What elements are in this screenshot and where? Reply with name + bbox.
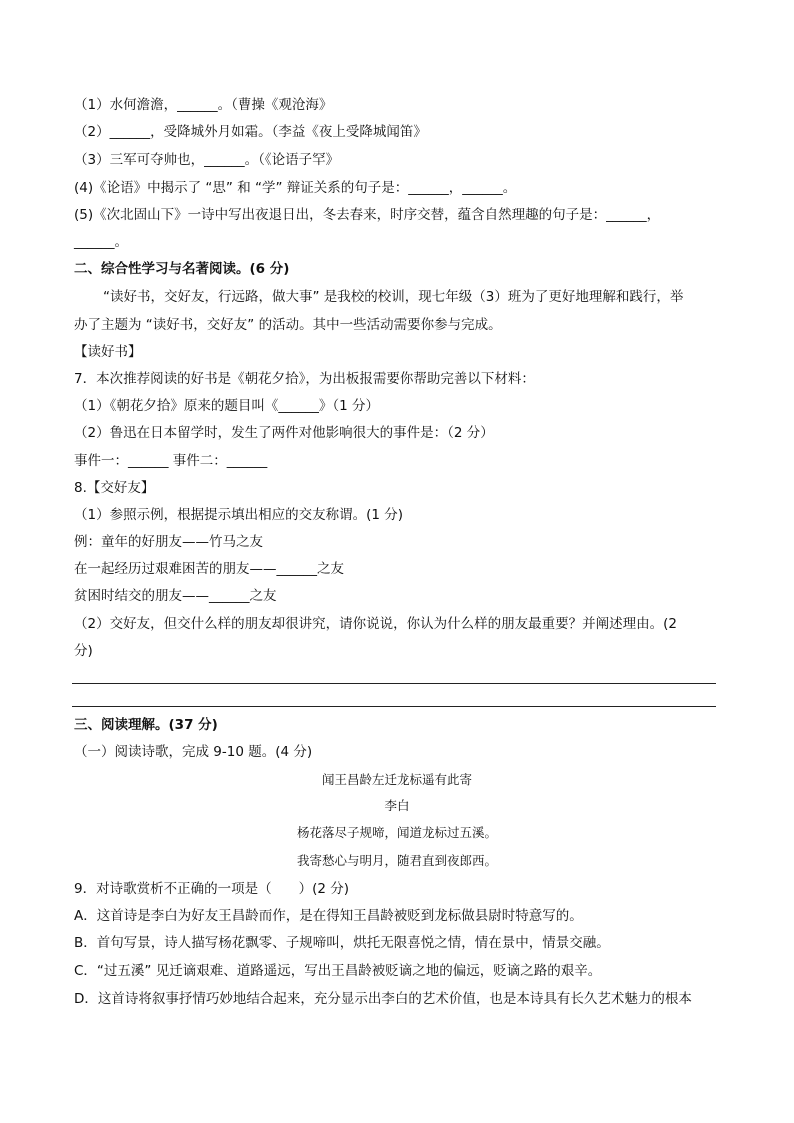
question-9: 9．对诗歌赏析不正确的一项是（ ）(2 分) xyxy=(74,881,350,897)
question-3: （3）三军可夺帅也，______。（《论语子罕》 xyxy=(74,152,340,168)
question-8-2-line2: 分) xyxy=(74,643,93,659)
question-8-2-line1: （2）交好友，但交什么样的朋友却很讲究，请你说说，你认为什么样的朋友最重要？并阐述理由。(2 xyxy=(74,616,677,632)
intro-line-2: 办了主题为 “读好书，交好友” 的活动。其中一些活动需要你参与完成。 xyxy=(74,317,502,333)
answer-rule-1 xyxy=(72,683,716,684)
subheading-read-books: 【读好书】 xyxy=(74,344,142,360)
question-8-1: （1）参照示例，根据提示填出相应的交友称谓。(1 分) xyxy=(74,507,404,523)
option-b: B．首句写景，诗人描写杨花飘零、子规啼叫，烘托无限喜悦之情，情在景中，情景交融。 xyxy=(74,935,610,951)
question-5-line1: (5)《次北固山下》一诗中写出夜退日出，冬去春来，时序交替，蕴含自然理趣的句子是：______， xyxy=(74,207,661,223)
option-a: A．这首诗是李白为好友王昌龄而作，是在得知王昌龄被贬到龙标做县尉时特意写的。 xyxy=(74,908,583,924)
question-1: （1）水何澹澹，______。（曹操《观沧海》 xyxy=(74,97,333,113)
poem-title: 闻王昌龄左迁龙标遥有此寄 xyxy=(321,772,472,787)
section-heading-3: 三、阅读理解。(37 分) xyxy=(74,717,218,733)
poem-author: 李白 xyxy=(384,798,410,813)
question-7-2: （2）鲁迅在日本留学时，发生了两件对他影响很大的事件是：（2 分） xyxy=(74,425,494,441)
question-8: 8.【交好友】 xyxy=(74,480,155,496)
poem-line-1: 杨花落尽子规啼，闻道龙标过五溪。 xyxy=(296,825,497,840)
option-d: D．这首诗将叙事抒情巧妙地结合起来，充分显示出李白的艺术价值，也是本诗具有长久艺术魅力的根本 xyxy=(74,991,692,1007)
poem-line-2: 我寄愁心与明月，随君直到夜郎西。 xyxy=(296,853,497,868)
question-7-events: 事件一：______ 事件二：______ xyxy=(74,453,268,469)
question-7-1: （1）《朝花夕拾》原来的题目叫《______》（1 分） xyxy=(74,398,379,414)
subsection-1: （一）阅读诗歌，完成 9-10 题。(4 分) xyxy=(74,744,313,760)
question-2: （2）______，受降城外月如霜。（李益《夜上受降城闻笛》 xyxy=(74,124,427,140)
question-4: (4)《论语》中揭示了 “思” 和 “学” 辩证关系的句子是：______，______。 xyxy=(74,180,517,196)
intro-line-1: “读好书，交好友，行远路，做大事” 是我校的校训，现七年级（3）班为了更好地理解和践行，举 xyxy=(103,289,684,305)
fill-line-a: 在一起经历过艰难困苦的朋友——______之友 xyxy=(74,561,344,577)
example-line: 例：童年的好朋友——竹马之友 xyxy=(74,534,263,550)
option-c: C．“过五溪” 见迁谪艰难、道路遥远，写出王昌龄被贬谪之地的偏远，贬谪之路的艰辛。 xyxy=(74,963,602,979)
fill-line-b: 贫困时结交的朋友——______之友 xyxy=(74,588,277,604)
section-heading-2: 二、综合性学习与名著阅读。(6 分) xyxy=(74,261,290,277)
answer-rule-2 xyxy=(72,706,716,707)
question-5-line2: ______。 xyxy=(74,234,128,250)
question-7: 7．本次推荐阅读的好书是《朝花夕拾》，为出板报需要你帮助完善以下材料： xyxy=(74,371,535,387)
